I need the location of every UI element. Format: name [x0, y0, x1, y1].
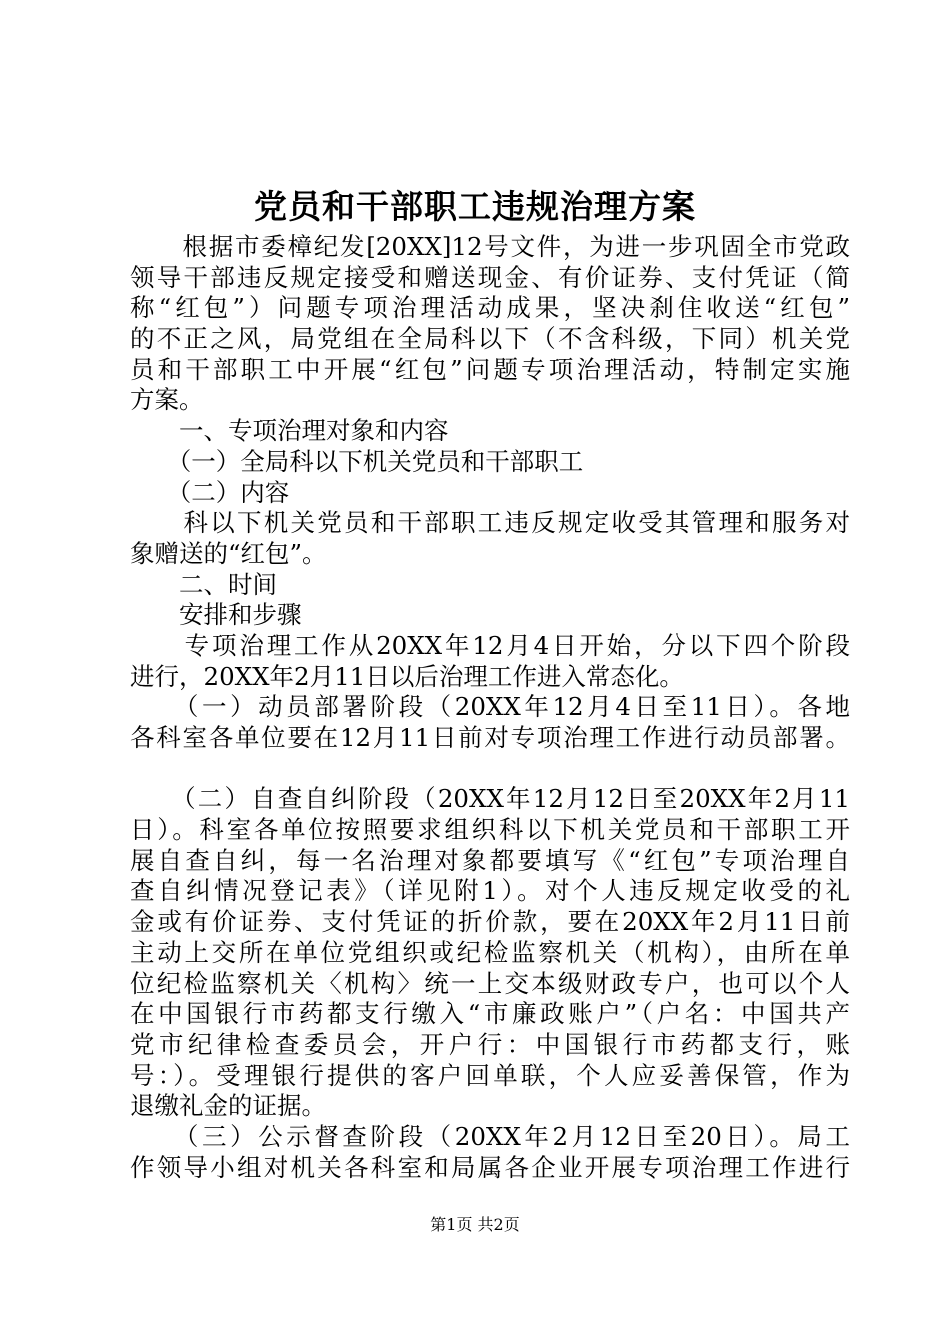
body-line: 作领导小组对机关各科室和局属各企业开展专项治理工作进行	[130, 1152, 850, 1182]
body-line: 象赠送的“红包”。	[130, 538, 327, 568]
body-line: 称“红包”）问题专项治理活动成果，坚决刹住收送“红包”	[130, 293, 850, 323]
body-line: 进行，20XX年2月11日以后治理工作进入常态化。	[130, 661, 684, 691]
body-line: 金或有价证券、支付凭证的折价款，要在20XX年2月11日前	[130, 907, 850, 937]
body-line: （二）内容	[130, 477, 290, 507]
document-body	[130, 232, 850, 1183]
body-line: 方案。	[130, 385, 204, 415]
body-line: 二、时间	[130, 569, 277, 599]
body-line: 在中国银行市药都支行缴入“市廉政账户”（户名：中国共产	[130, 999, 850, 1029]
blank-line	[130, 754, 850, 785]
body-line: 查自纠情况登记表》（详见附1）。对个人违反规定收受的礼	[130, 876, 850, 906]
body-line: 位纪检监察机关〈机构〉统一上交本级财政专户，也可以个人	[130, 968, 850, 998]
body-line: 主动上交所在单位党组织或纪检监察机关（机构），由所在单	[130, 937, 850, 967]
body-line: 退缴礼金的证据。	[130, 1091, 326, 1121]
body-line: 领导干部违反规定接受和赠送现金、有价证券、支付凭证（简	[130, 262, 850, 292]
body-line: （一）动员部署阶段（20XX年12月4日至11日）。各地	[130, 692, 850, 722]
body-line: （三）公示督查阶段（20XX年2月12日至20日）。局工	[130, 1121, 850, 1151]
document-title: 党员和干部职工违规治理方案	[254, 187, 696, 226]
body-line: 党市纪律检查委员会，开户行：中国银行市药都支行，账	[130, 1029, 850, 1059]
body-line: （二）自查自纠阶段（20XX年12月12日至20XX年2月11	[130, 784, 850, 814]
body-line: 一、专项治理对象和内容	[130, 416, 449, 446]
body-line: 日）。科室各单位按照要求组织科以下机关党员和干部职工开	[130, 815, 850, 845]
body-line: （一）全局科以下机关党员和干部职工	[130, 446, 584, 476]
body-line: 安排和步骤	[130, 600, 302, 630]
body-line: 员和干部职工中开展“红包”问题专项治理活动，特制定实施	[130, 354, 850, 384]
body-line: 专项治理工作从20XX年12月4日开始，分以下四个阶段	[130, 630, 850, 660]
body-line: 科以下机关党员和干部职工违反规定收受其管理和服务对	[130, 508, 850, 538]
body-line: 各科室各单位要在12月11日前对专项治理工作进行动员部署。	[130, 723, 850, 752]
body-line: 根据市委樟纪发[20XX]12号文件，为进一步巩固全市党政	[130, 232, 850, 261]
page-footer: 第1页 共2页	[430, 1215, 520, 1234]
body-line: 的不正之风，局党组在全局科以下（不含科级，下同）机关党	[130, 324, 850, 354]
body-line: 号：）。受理银行提供的客户回单联，个人应妥善保管，作为	[130, 1060, 850, 1090]
body-line: 展自查自纠，每一名治理对象都要填写《“红包”专项治理自	[130, 845, 850, 875]
